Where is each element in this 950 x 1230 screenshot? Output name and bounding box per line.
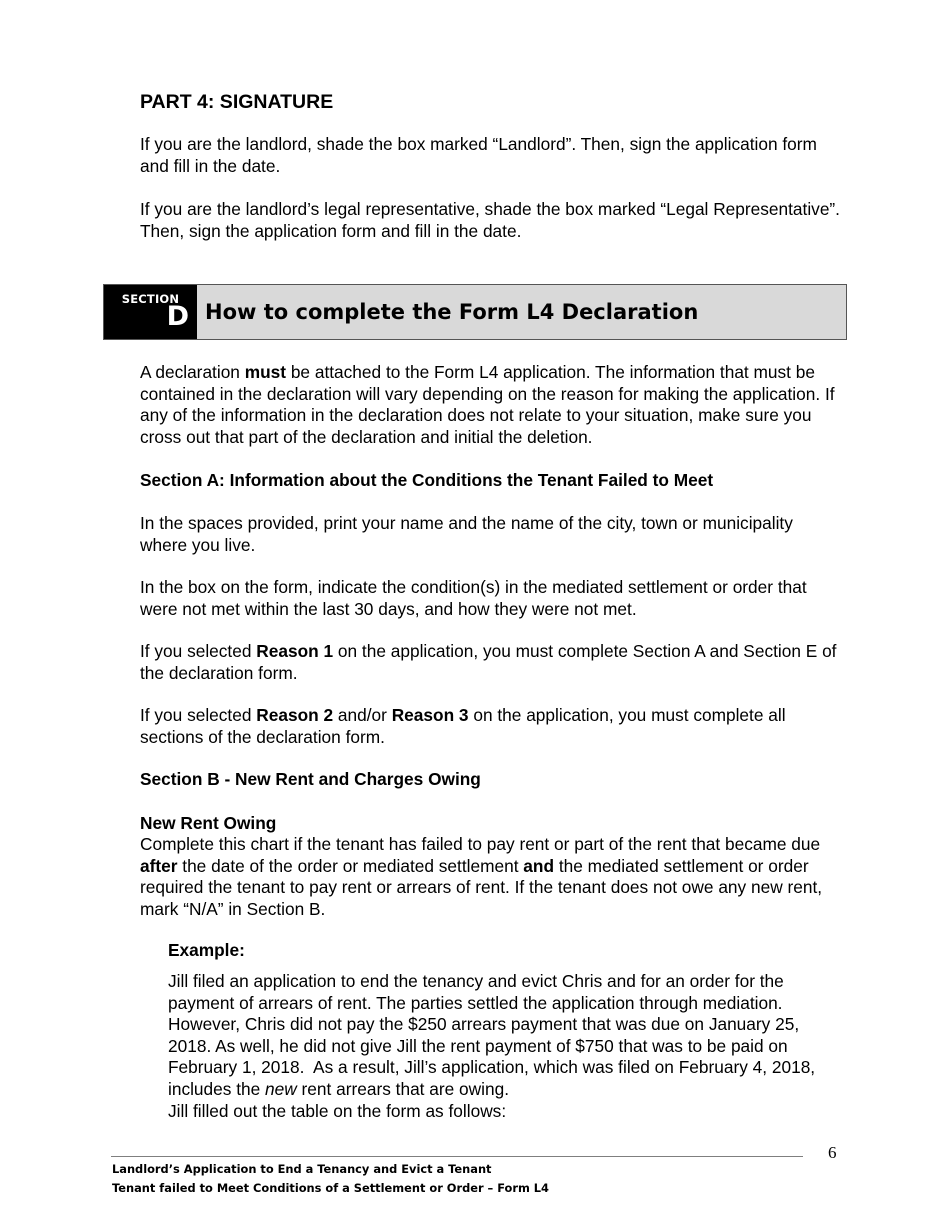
emphasis-must: must <box>244 362 287 382</box>
text-run: If you selected <box>140 705 257 725</box>
text-run: the mediated settlement or order required the tenant to pay rent or arrears of rent. If the tenant does not owe any new rent, mark “N/A” in Section B. <box>140 855 823 919</box>
section-a-reason1-paragraph <box>140 641 840 684</box>
page-number: 6 <box>828 1143 837 1162</box>
section-a-reason23-paragraph <box>140 705 840 748</box>
footer-divider <box>111 1156 803 1157</box>
example-paragraph <box>168 971 838 1122</box>
text-run: be attached to the Form L4 application. The information that must be contained in the declaration will vary depending on the reason for making the application. If any of the information in the declaration does not relate to your situation, make sure you cross out that part of the declaration and initial the deletion. <box>140 362 835 447</box>
emphasis-reason-3: Reason 3 <box>391 705 469 725</box>
text-run: and/or <box>333 705 392 725</box>
text-run: A declaration <box>140 362 245 382</box>
section-badge-letter: D <box>166 301 189 332</box>
section-badge <box>104 285 197 339</box>
emphasis-reason-1: Reason 1 <box>256 641 334 661</box>
footer-title-line-1: Landlord’s Application to End a Tenancy and Evict a Tenant <box>112 1162 492 1176</box>
section-a-heading: Section A: Information about the Conditions the Tenant Failed to Meet <box>140 470 714 490</box>
emphasis-and: and <box>523 855 555 876</box>
part4-landlord-paragraph: If you are the landlord, shade the box marked “Landlord”. Then, sign the application form and fill in the date. <box>140 134 817 176</box>
text-run: Complete this chart if the tenant has failed to pay rent or part of the rent that became due <box>140 834 821 854</box>
text-run: If you selected <box>140 641 257 661</box>
text-run: Jill filled out the table on the form as follows: <box>168 1100 507 1121</box>
section-d-banner <box>103 284 847 340</box>
text-run: the date of the order or mediated settlement <box>177 855 524 876</box>
emphasis-after: after <box>140 855 178 876</box>
section-d-title: How to complete the Form L4 Declaration <box>205 300 699 324</box>
emphasis-new: new <box>265 1078 297 1099</box>
section-a-name-paragraph: In the spaces provided, print your name and the name of the city, town or municipality where you live. <box>140 513 793 555</box>
new-rent-owing-paragraph <box>140 834 840 920</box>
text-run: on the application, you must complete all sections of the declaration form. <box>140 705 786 747</box>
text-run: rent arrears that are owing. <box>296 1078 510 1099</box>
section-b-heading: Section B - New Rent and Charges Owing <box>140 769 481 789</box>
part4-representative-paragraph: If you are the landlord’s legal representative, shade the box marked “Legal Representative”. Then, sign the application form and fill in the date. <box>140 199 840 241</box>
emphasis-reason-2: Reason 2 <box>256 705 334 725</box>
part4-heading: PART 4: SIGNATURE <box>140 91 334 113</box>
declaration-paragraph <box>140 362 840 448</box>
section-badge-word: SECTION <box>121 292 180 306</box>
new-rent-owing-heading: New Rent Owing <box>140 813 277 833</box>
section-a-conditions-paragraph: In the box on the form, indicate the condition(s) in the mediated settlement or order that were not met within the last 30 days, and how they were not met. <box>140 577 807 619</box>
text-run: on the application, you must complete Section A and Section E of the declaration form. <box>140 641 837 683</box>
text-run: Jill filed an application to end the tenancy and evict Chris and for an order for the payment of arrears of rent. The parties settled the application through mediation. However, Chris did not pay the $250 arrears payment that was due on January 25, 2018. As well, he did not give Jill the rent payment of $750 that was to be paid on February 1, 2018. As a result, Jill’s application, which was filed on February 4, 2018, includes the <box>168 971 816 1099</box>
footer-title-line-2: Tenant failed to Meet Conditions of a Settlement or Order – Form L4 <box>112 1181 549 1195</box>
example-label: Example: <box>168 940 245 960</box>
